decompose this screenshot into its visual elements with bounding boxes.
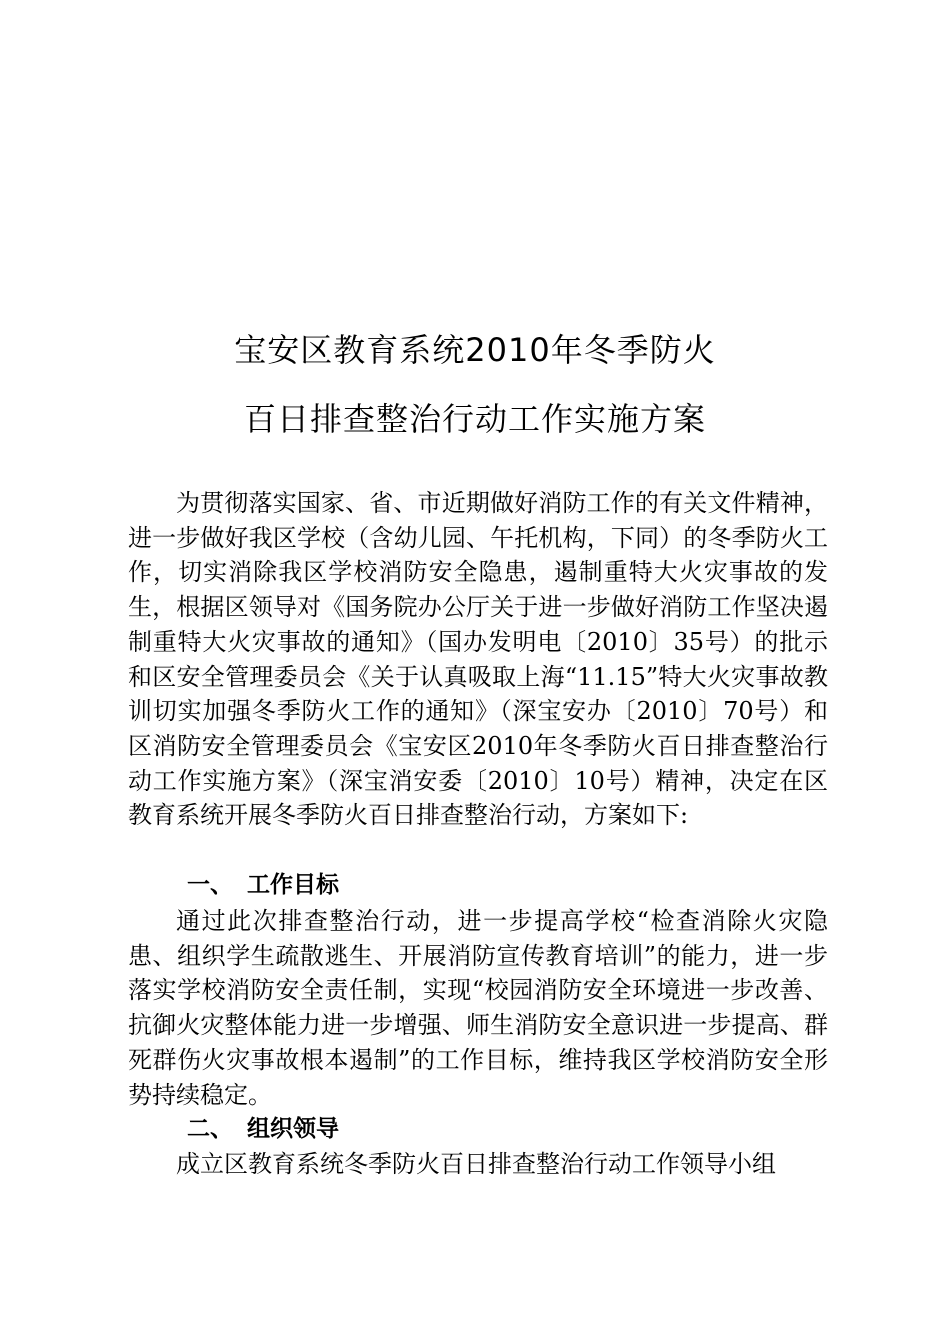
- section-2-paragraph: 成立区教育系统冬季防火百日排查整治行动工作领导小组: [176, 1150, 776, 1178]
- document-title-line-2: 百日排查整治行动工作实施方案: [243, 400, 706, 438]
- section-2-title: 组织领导: [247, 1116, 339, 1142]
- section-2-heading: [187, 1114, 339, 1144]
- document-title-line-1: 宝安区教育系统2010年冬季防火: [234, 331, 716, 369]
- section-1-paragraph: 通过此次排查整治行动，进一步提高学校“检查消除火灾隐患、组织学生疏散逃生、开展消防宣传教育培训”的能力，进一步落实学校消防安全责任制，实现“校园消防安全环境进一步改善、抗御火灾整体能力进一步增强、师生消防安全意识进一步提高、群死群伤火灾事故根本遏制”的工作目标，维持我区学校消防安全形势持续稳定。: [128, 907, 828, 1109]
- section-1-heading: [187, 870, 339, 900]
- intro-paragraph: 为贯彻落实国家、省、市近期做好消防工作的有关文件精神，进一步做好我区学校（含幼儿园、午托机构，下同）的冬季防火工作，切实消除我区学校消防安全隐患，遏制重特大火灾事故的发生，根据区领导对《国务院办公厅关于进一步做好消防工作坚决遏制重特大火灾事故的通知》（国办发明电〔2010〕35号）的批示和区安全管理委员会《关于认真吸取上海“11.15”特大火灾事故教训切实加强冬季防火工作的通知》（深宝安办〔2010〕70号）和区消防安全管理委员会《宝安区2010年冬季防火百日排查整治行动工作实施方案》（深宝消安委〔2010〕10号）精神，决定在区教育系统开展冬季防火百日排查整治行动，方案如下:: [128, 489, 828, 830]
- section-1-number: 一、: [187, 872, 233, 898]
- section-1-title: 工作目标: [247, 872, 339, 898]
- section-2-number: 二、: [187, 1116, 233, 1142]
